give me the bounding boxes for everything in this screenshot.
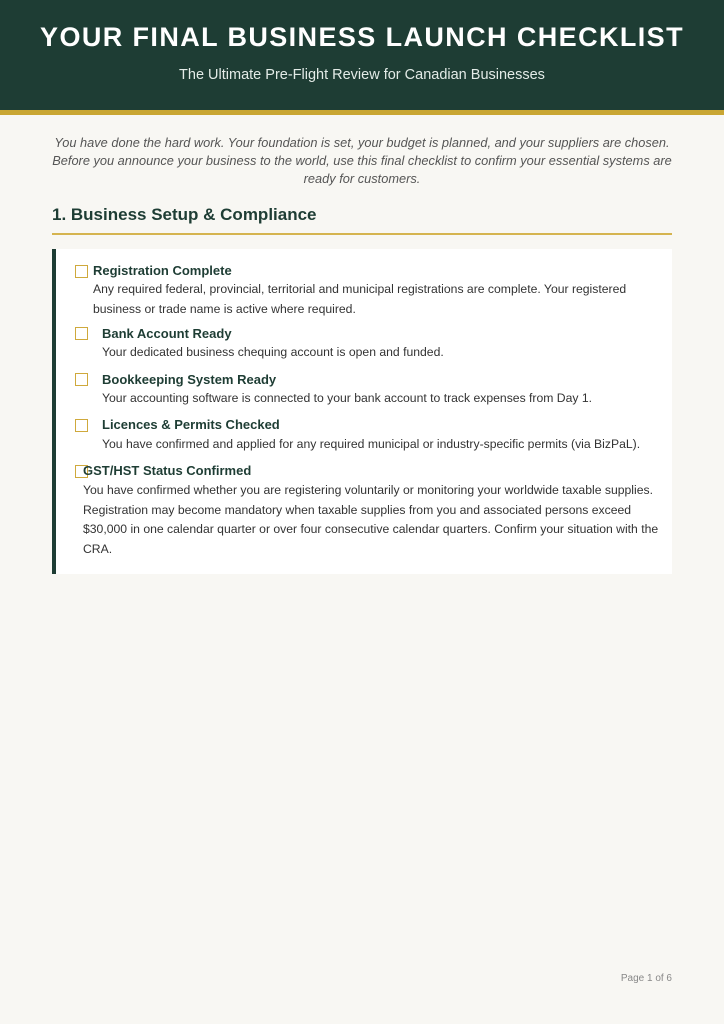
item-title: Bank Account Ready (102, 326, 232, 341)
item-description: Your accounting software is connected to your bank account to track expenses from Day 1. (102, 391, 593, 405)
page-subtitle: The Ultimate Pre-Flight Review for Canadian Businesses (179, 67, 545, 83)
checkbox[interactable] (75, 373, 88, 386)
item-title: Licences & Permits Checked (102, 417, 280, 432)
intro-paragraph: You have done the hard work. Your foundation is set, your budget is planned, and your suppliers are chosen. Before you announce your business to the world, use this final checklist to confirm your essential systems are ready for customers. (52, 135, 672, 186)
page-number: Page 1 of 6 (620, 973, 672, 984)
checklist-card (52, 249, 672, 574)
checkbox[interactable] (75, 265, 88, 278)
checkbox[interactable] (75, 327, 88, 340)
item-title: Bookkeeping System Ready (102, 372, 277, 387)
section-title: 1. Business Setup & Compliance (52, 205, 317, 224)
item-description: Your dedicated business chequing account is open and funded. (102, 345, 444, 359)
item-description: You have confirmed whether you are registering voluntarily or monitoring your worldwide taxable supplies. Registration may become mandatory when taxable supplies from you and associated persons exceed $30,000 in one calendar quarter or over four consecutive calendar quarters. Confirm your situation with the CRA. (83, 483, 659, 556)
item-title: GST/HST Status Confirmed (83, 463, 252, 478)
checkbox[interactable] (75, 419, 88, 432)
item-description: You have confirmed and applied for any required municipal or industry-specific permits (via BizPaL). (102, 437, 641, 451)
item-description: Any required federal, provincial, territorial and municipal registrations are complete. Your registered business or trade name is active where required. (93, 282, 627, 316)
page-title: YOUR FINAL BUSINESS LAUNCH CHECKLIST (40, 22, 684, 52)
section-divider (52, 233, 672, 235)
item-title: Registration Complete (93, 263, 232, 278)
page-header (0, 0, 724, 115)
